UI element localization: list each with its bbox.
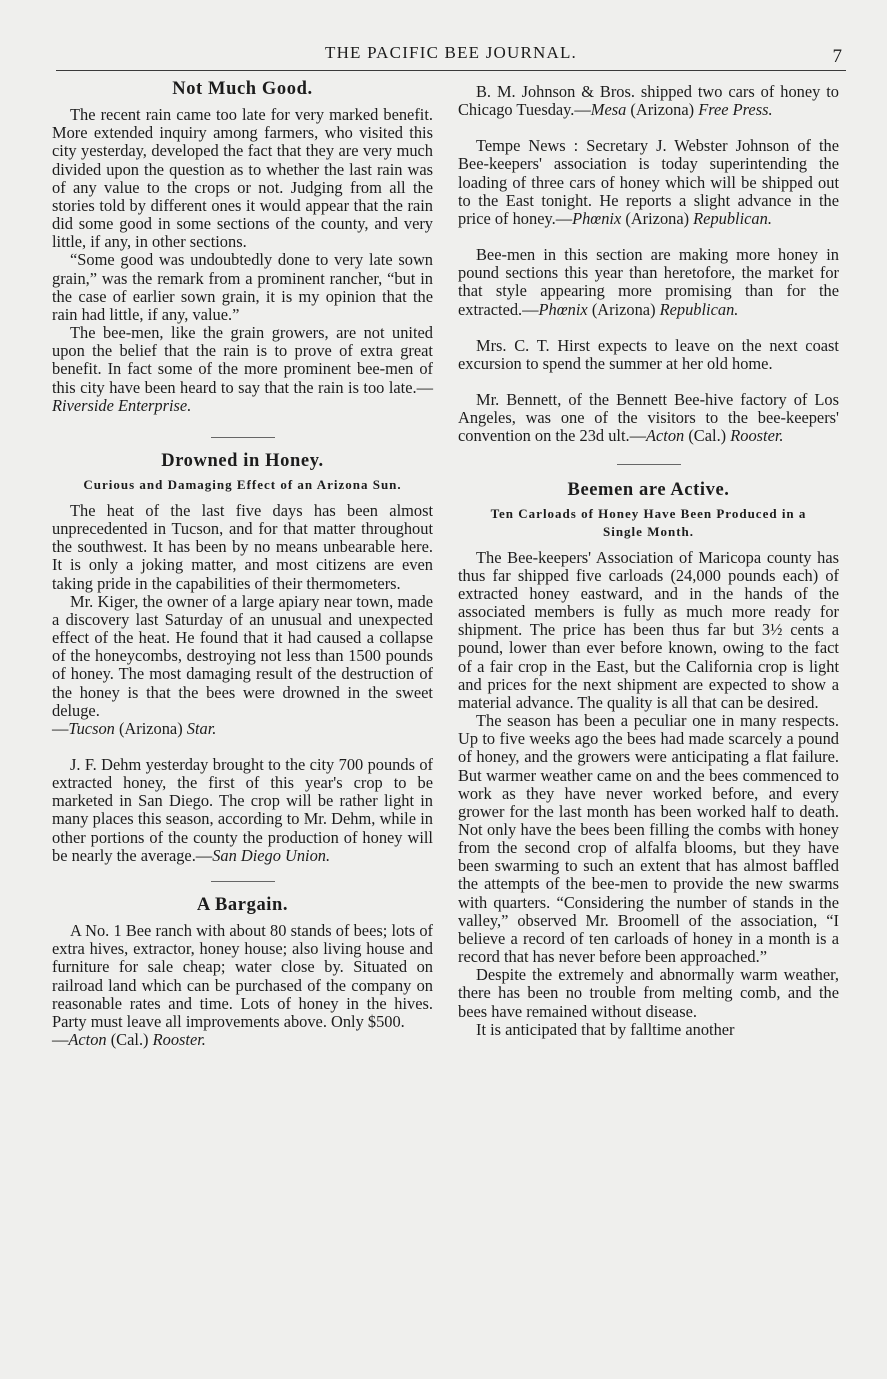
- paragraph: The season has been a peculiar one in many respects. Up to five weeks ago the bees had made scarcely a pound of honey, and the growers were anticipating a flat failure. But warmer weather came on and the bees commenced to work as they have never worked before, and every grower for the last month has been worked half to death. Not only have the bees been filling the combs with honey from the second crop of alfalfa blooms, but they have been swarming to such an extent that has almost baffled the attempts of the bee-men to provide the new swarms with quarters. “Considering the number of stands in the valley,” observed Mr. Broomell of the association, “I believe a record of ten carloads of honey in a month is a record that has never before been approached.”: [458, 711, 839, 967]
- credit-dash: —: [195, 845, 213, 865]
- paragraph-text: The bee-men, like the grain growers, are not united upon the belief that the rain is to prove of extra great benefit. In fact some of the more prominent bee-men of this city have been heard to say that the rain is too late.: [52, 323, 433, 397]
- running-header: [56, 40, 846, 71]
- paragraph: [52, 324, 433, 415]
- paragraph: The recent rain came too late for very marked benefit. More extended inquiry among farmers, who visited this city yesterday, developed the fact that they are very much divided upon the question as to whether the last rain was of any value to the crops or not. Judging from all the stories told by different ones it would appear that the rain did some good in some sections of the county, and very little, if any, in other sections.: [52, 105, 433, 252]
- credit-dash: —: [629, 426, 647, 446]
- paragraph: It is anticipated that by falltime another: [476, 1019, 735, 1039]
- article-dehm-honey: [52, 756, 433, 865]
- article-bennett: [458, 391, 839, 445]
- credit-dash: —: [522, 299, 539, 319]
- source-state: (Arizona): [587, 299, 660, 319]
- source-place: Acton: [68, 1030, 107, 1050]
- article-beemen-are-active: [458, 481, 839, 1039]
- paragraph: [458, 391, 839, 445]
- headline: A Bargain.: [196, 894, 289, 915]
- source-paper: Free Press.: [698, 100, 773, 120]
- headline: Drowned in Honey.: [161, 450, 324, 471]
- paragraph-text: Bee-men in this section are making more honey in pound sections this year than heretofore, the market for that style appearing more promising than for the extracted.: [458, 245, 839, 319]
- source-paper: Star.: [186, 718, 217, 738]
- paragraph: [458, 246, 839, 319]
- paragraph: Despite the extremely and abnormally warm weather, there has been no trouble from melting comb, and the bees have remained without disease.: [458, 965, 839, 1021]
- paragraph: The heat of the last five days has been almost unprecedented in Tucson, and for that matter throughout the southwest. It has been by no means unbearable here. It is only a joking matter, and most citizens are even taking pride in the capabilities of their thermometers.: [52, 500, 433, 593]
- paragraph: Mr. Kiger, the owner of a large apiary near town, made a discovery last Saturday of an unusual and unexpected effect of the heat. He found that it had caused a collapse of the honeycombs, destroying not less than 1500 pounds of honey. The most damaging result of the destruction of the honey is that the bees were drowned in the sweet deluge.: [52, 591, 433, 720]
- source-line: [52, 720, 433, 738]
- source-place: Phœnix: [538, 299, 588, 319]
- source-place: Phœnix: [572, 208, 622, 228]
- paragraph: The Bee-keepers' Association of Maricopa county has thus far shipped five carloads (24,000 pounds each) of extracted honey eastward, and in the hands of the associated members is fully as much more ready for shipment. The price has been thus far but 3½ cents a pound, lower than ever before known, owing to the fact of a fair crop in the East, but the California crop is light and prices for the next shipment are expected to show a material advance. The quality is all that can be desired.: [458, 547, 839, 712]
- article-a-bargain: [52, 896, 433, 1049]
- article-drowned-in-honey: [52, 452, 433, 738]
- left-column: [52, 80, 433, 1049]
- credit-dash: —: [52, 718, 69, 738]
- paragraph-text: Tempe News : Secretary J. Webster Johnson of the Bee-keepers' association is today superintending the loading of three cars of honey which will be shipped out to the East tonight. He reports a slight advance in the price of honey.: [458, 136, 839, 228]
- paragraph: [52, 756, 433, 865]
- source-line: [52, 1031, 433, 1049]
- article-johnson-shipment: [458, 83, 839, 119]
- journal-title: THE PACIFIC BEE JOURNAL.: [324, 43, 578, 62]
- right-column: [458, 80, 839, 1039]
- subheadline: Curious and Damaging Effect of an Arizona Sun.: [83, 476, 402, 492]
- source-place: Acton: [646, 426, 685, 446]
- article-not-much-good: [52, 80, 433, 415]
- page-number: 7: [832, 46, 842, 67]
- article-hirst: [458, 337, 839, 373]
- paragraph: [458, 83, 839, 119]
- source-paper: Republican.: [693, 208, 772, 228]
- credit-dash: —: [416, 377, 433, 397]
- headline: Not Much Good.: [172, 79, 313, 99]
- headline: Beemen are Active.: [567, 479, 730, 500]
- source-state: (Cal.): [106, 1030, 153, 1050]
- source-place: Tucson: [68, 718, 115, 738]
- source-place: Mesa: [590, 100, 627, 120]
- source-paper: Republican.: [659, 299, 739, 319]
- divider: [211, 881, 275, 882]
- credit-dash: —: [52, 1030, 69, 1050]
- paragraph: Mrs. C. T. Hirst expects to leave on the next coast excursion to spend the summer at her old home.: [458, 335, 839, 373]
- source-state: (Arizona): [621, 208, 694, 228]
- paragraph: A No. 1 Bee ranch with about 80 stands of bees; lots of extra hives, extractor, honey house; also living house and furniture for sale cheap; water close by. Situated on railroad land which can be purchased of the company on reasonable rates and time. Lots of honey in the hives. Party must leave all improvements above. Only $500.: [52, 921, 433, 1031]
- divider: [617, 464, 681, 465]
- paragraph: “Some good was undoubtedly done to very late sown grain,” was the remark from a prominent rancher, “but in the case of earlier sown grain, it is my opinion that the rain had little, if any, value.”: [52, 250, 433, 324]
- source-state: (Arizona): [626, 100, 699, 120]
- source-paper: Rooster.: [152, 1030, 206, 1050]
- source-credit: San Diego Union.: [212, 845, 331, 865]
- paragraph-text: J. F. Dehm yesterday brought to the city 700 pounds of extracted honey, the first of this year's crop to be marketed in San Diego. The crop will be rather light in many places this season, according to Mr. Dehm, while in other portions of the county the production of honey will be nearly the average.: [52, 755, 433, 865]
- credit-dash: —: [555, 208, 573, 228]
- source-credit: Riverside Enterprise.: [52, 395, 192, 415]
- credit-dash: —: [574, 100, 591, 120]
- paragraph: [458, 137, 839, 228]
- divider: [211, 437, 275, 438]
- subheadline: Ten Carloads of Honey Have Been Produced in a Single Month.: [490, 505, 807, 539]
- source-paper: Rooster.: [730, 426, 784, 446]
- paragraph-text: B. M. Johnson & Bros. shipped two cars of honey to Chicago Tuesday.: [458, 82, 839, 120]
- paragraph-text: Mr. Bennett, of the Bennett Bee-hive factory of Los Angeles, was one of the visitors to the bee-keepers' convention on the 23d ult.: [458, 390, 839, 446]
- source-state: (Cal.): [684, 426, 731, 446]
- article-tempe-news: [458, 137, 839, 228]
- source-state: (Arizona): [114, 718, 187, 738]
- article-pound-sections: [458, 246, 839, 319]
